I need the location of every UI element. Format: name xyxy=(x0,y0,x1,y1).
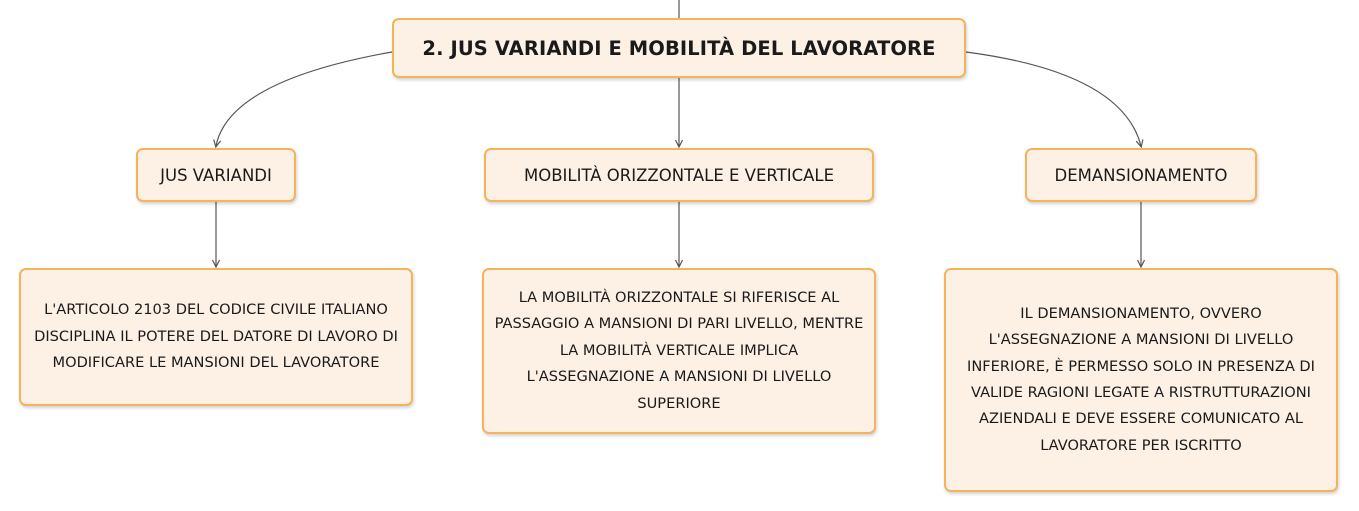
detail-node-mobilita[interactable] xyxy=(482,268,876,434)
root-topic-node[interactable] xyxy=(392,18,966,78)
detail-text: L'ARTICOLO 2103 DEL CODICE CIVILE ITALIANO DISCIPLINA IL POTERE DEL DATORE DI LAVORO DI MODIFICARE LE MANSIONI DEL LAVORATORE xyxy=(34,301,398,372)
connector-root-to-demansionamento xyxy=(966,52,1141,146)
branch-node-jus-variandi[interactable] xyxy=(136,148,296,202)
detail-node-jus-variandi[interactable] xyxy=(19,268,413,406)
connector-root-to-jus-variandi xyxy=(216,52,392,146)
branch-node-mobilita[interactable] xyxy=(484,148,874,202)
branch-label: MOBILITÀ ORIZZONTALE E VERTICALE xyxy=(523,165,835,185)
detail-text: IL DEMANSIONAMENTO, OVVERO L'ASSEGNAZIONE A MANSIONI DI LIVELLO INFERIORE, È PERMESSO SOLO IN PRESENZA DI VALIDE RAGIONI LEGATE A RISTRUTTURAZIONI AZIENDALI E DEVE ESSERE COMUNICATO AL LAVORATORE PER ISCRITTO xyxy=(967,304,1315,454)
root-topic-title: 2. JUS VARIANDI E MOBILITÀ DEL LAVORATORE xyxy=(422,36,936,60)
branch-label: JUS VARIANDI xyxy=(160,165,272,185)
detail-text: LA MOBILITÀ ORIZZONTALE SI RIFERISCE AL PASSAGGIO A MANSIONI DI PARI LIVELLO, MENTRE LA MOBILITÀ VERTICALE IMPLICA L'ASSEGNAZIONE A MANSIONI DI LIVELLO SUPERIORE xyxy=(494,288,864,412)
detail-node-demansionamento[interactable] xyxy=(944,268,1338,492)
branch-label: DEMANSIONAMENTO xyxy=(1054,165,1228,185)
branch-node-demansionamento[interactable] xyxy=(1025,148,1257,202)
